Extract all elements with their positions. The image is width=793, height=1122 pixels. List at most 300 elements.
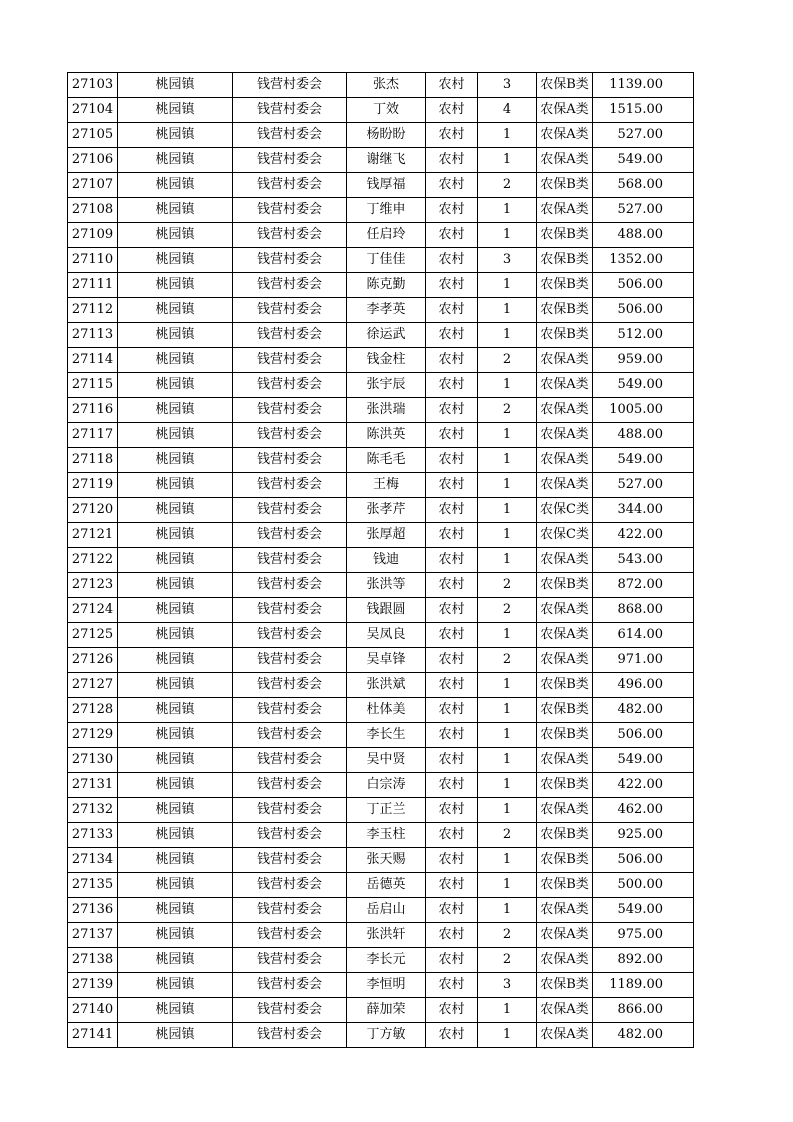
amount-cell: 527.00 [593, 123, 694, 148]
town-cell: 桃园镇 [118, 298, 233, 323]
household-count-cell: 1 [478, 723, 537, 748]
category-cell: 农保B类 [537, 873, 593, 898]
village-cell: 钱营村委会 [233, 148, 347, 173]
household-count-cell: 2 [478, 398, 537, 423]
household-count-cell: 2 [478, 173, 537, 198]
row-id-cell: 27141 [68, 1023, 118, 1048]
area-type-cell: 农村 [426, 423, 478, 448]
amount-cell: 482.00 [593, 698, 694, 723]
household-count-cell: 1 [478, 798, 537, 823]
household-count-cell: 1 [478, 123, 537, 148]
household-count-cell: 1 [478, 198, 537, 223]
table-row [68, 198, 694, 223]
area-type-cell: 农村 [426, 348, 478, 373]
name-cell: 吴中贤 [347, 748, 426, 773]
table-row [68, 848, 694, 873]
name-cell: 吴卓锋 [347, 648, 426, 673]
row-id-cell: 27117 [68, 423, 118, 448]
area-type-cell: 农村 [426, 698, 478, 723]
category-cell: 农保B类 [537, 573, 593, 598]
table-row [68, 473, 694, 498]
village-cell: 钱营村委会 [233, 373, 347, 398]
name-cell: 丁佳佳 [347, 248, 426, 273]
row-id-cell: 27126 [68, 648, 118, 673]
row-id-cell: 27107 [68, 173, 118, 198]
category-cell: 农保B类 [537, 848, 593, 873]
household-count-cell: 3 [478, 248, 537, 273]
area-type-cell: 农村 [426, 923, 478, 948]
table-row [68, 398, 694, 423]
area-type-cell: 农村 [426, 748, 478, 773]
row-id-cell: 27109 [68, 223, 118, 248]
household-count-cell: 1 [478, 1023, 537, 1048]
category-cell: 农保A类 [537, 423, 593, 448]
table-row [68, 223, 694, 248]
area-type-cell: 农村 [426, 498, 478, 523]
category-cell: 农保B类 [537, 823, 593, 848]
name-cell: 钱金柱 [347, 348, 426, 373]
name-cell: 陈毛毛 [347, 448, 426, 473]
area-type-cell: 农村 [426, 848, 478, 873]
area-type-cell: 农村 [426, 973, 478, 998]
village-cell: 钱营村委会 [233, 298, 347, 323]
area-type-cell: 农村 [426, 323, 478, 348]
household-count-cell: 2 [478, 823, 537, 848]
household-count-cell: 2 [478, 948, 537, 973]
row-id-cell: 27115 [68, 373, 118, 398]
row-id-cell: 27121 [68, 523, 118, 548]
household-count-cell: 1 [478, 498, 537, 523]
row-id-cell: 27120 [68, 498, 118, 523]
town-cell: 桃园镇 [118, 498, 233, 523]
household-count-cell: 1 [478, 423, 537, 448]
category-cell: 农保B类 [537, 223, 593, 248]
village-cell: 钱营村委会 [233, 623, 347, 648]
amount-cell: 422.00 [593, 523, 694, 548]
category-cell: 农保A类 [537, 948, 593, 973]
row-id-cell: 27122 [68, 548, 118, 573]
area-type-cell: 农村 [426, 1023, 478, 1048]
row-id-cell: 27108 [68, 198, 118, 223]
amount-cell: 872.00 [593, 573, 694, 598]
category-cell: 农保A类 [537, 598, 593, 623]
row-id-cell: 27131 [68, 773, 118, 798]
name-cell: 钱跟圆 [347, 598, 426, 623]
village-cell: 钱营村委会 [233, 773, 347, 798]
table-row [68, 898, 694, 923]
town-cell: 桃园镇 [118, 148, 233, 173]
amount-cell: 462.00 [593, 798, 694, 823]
area-type-cell: 农村 [426, 723, 478, 748]
table-row [68, 598, 694, 623]
row-id-cell: 27137 [68, 923, 118, 948]
town-cell: 桃园镇 [118, 748, 233, 773]
category-cell: 农保A类 [537, 998, 593, 1023]
town-cell: 桃园镇 [118, 323, 233, 348]
town-cell: 桃园镇 [118, 948, 233, 973]
row-id-cell: 27103 [68, 73, 118, 98]
town-cell: 桃园镇 [118, 73, 233, 98]
village-cell: 钱营村委会 [233, 473, 347, 498]
table-row [68, 998, 694, 1023]
category-cell: 农保B类 [537, 273, 593, 298]
row-id-cell: 27138 [68, 948, 118, 973]
name-cell: 陈克勤 [347, 273, 426, 298]
name-cell: 岳启山 [347, 898, 426, 923]
amount-cell: 549.00 [593, 898, 694, 923]
area-type-cell: 农村 [426, 523, 478, 548]
village-cell: 钱营村委会 [233, 848, 347, 873]
town-cell: 桃园镇 [118, 598, 233, 623]
table-row [68, 748, 694, 773]
table-row [68, 248, 694, 273]
name-cell: 陈洪英 [347, 423, 426, 448]
row-id-cell: 27132 [68, 798, 118, 823]
table-row [68, 923, 694, 948]
table-row [68, 448, 694, 473]
name-cell: 白宗涛 [347, 773, 426, 798]
village-cell: 钱营村委会 [233, 173, 347, 198]
village-cell: 钱营村委会 [233, 423, 347, 448]
town-cell: 桃园镇 [118, 848, 233, 873]
table-row [68, 73, 694, 98]
name-cell: 徐运武 [347, 323, 426, 348]
village-cell: 钱营村委会 [233, 898, 347, 923]
area-type-cell: 农村 [426, 573, 478, 598]
amount-cell: 512.00 [593, 323, 694, 348]
household-count-cell: 1 [478, 273, 537, 298]
category-cell: 农保A类 [537, 648, 593, 673]
name-cell: 李孝英 [347, 298, 426, 323]
village-cell: 钱营村委会 [233, 498, 347, 523]
household-count-cell: 1 [478, 148, 537, 173]
category-cell: 农保B类 [537, 773, 593, 798]
row-id-cell: 27125 [68, 623, 118, 648]
town-cell: 桃园镇 [118, 898, 233, 923]
town-cell: 桃园镇 [118, 823, 233, 848]
category-cell: 农保B类 [537, 973, 593, 998]
amount-cell: 543.00 [593, 548, 694, 573]
village-cell: 钱营村委会 [233, 973, 347, 998]
village-cell: 钱营村委会 [233, 198, 347, 223]
household-count-cell: 1 [478, 473, 537, 498]
table-row [68, 523, 694, 548]
household-count-cell: 1 [478, 898, 537, 923]
name-cell: 杨盼盼 [347, 123, 426, 148]
area-type-cell: 农村 [426, 473, 478, 498]
row-id-cell: 27105 [68, 123, 118, 148]
row-id-cell: 27135 [68, 873, 118, 898]
area-type-cell: 农村 [426, 298, 478, 323]
village-cell: 钱营村委会 [233, 323, 347, 348]
village-cell: 钱营村委会 [233, 1023, 347, 1048]
area-type-cell: 农村 [426, 73, 478, 98]
household-count-cell: 1 [478, 548, 537, 573]
amount-cell: 506.00 [593, 298, 694, 323]
name-cell: 张孝芹 [347, 498, 426, 523]
amount-cell: 568.00 [593, 173, 694, 198]
row-id-cell: 27116 [68, 398, 118, 423]
area-type-cell: 农村 [426, 273, 478, 298]
name-cell: 李玉柱 [347, 823, 426, 848]
area-type-cell: 农村 [426, 148, 478, 173]
name-cell: 李长生 [347, 723, 426, 748]
category-cell: 农保B类 [537, 298, 593, 323]
village-cell: 钱营村委会 [233, 998, 347, 1023]
amount-cell: 614.00 [593, 623, 694, 648]
amount-cell: 1352.00 [593, 248, 694, 273]
town-cell: 桃园镇 [118, 173, 233, 198]
town-cell: 桃园镇 [118, 573, 233, 598]
row-id-cell: 27114 [68, 348, 118, 373]
area-type-cell: 农村 [426, 223, 478, 248]
town-cell: 桃园镇 [118, 398, 233, 423]
category-cell: 农保A类 [537, 473, 593, 498]
area-type-cell: 农村 [426, 173, 478, 198]
amount-cell: 482.00 [593, 1023, 694, 1048]
name-cell: 张洪等 [347, 573, 426, 598]
row-id-cell: 27106 [68, 148, 118, 173]
village-cell: 钱营村委会 [233, 723, 347, 748]
town-cell: 桃园镇 [118, 623, 233, 648]
area-type-cell: 农村 [426, 773, 478, 798]
row-id-cell: 27123 [68, 573, 118, 598]
town-cell: 桃园镇 [118, 273, 233, 298]
village-cell: 钱营村委会 [233, 98, 347, 123]
village-cell: 钱营村委会 [233, 398, 347, 423]
table-row [68, 873, 694, 898]
amount-cell: 549.00 [593, 448, 694, 473]
amount-cell: 1189.00 [593, 973, 694, 998]
category-cell: 农保B类 [537, 698, 593, 723]
area-type-cell: 农村 [426, 873, 478, 898]
row-id-cell: 27130 [68, 748, 118, 773]
name-cell: 丁效 [347, 98, 426, 123]
area-type-cell: 农村 [426, 98, 478, 123]
row-id-cell: 27112 [68, 298, 118, 323]
village-cell: 钱营村委会 [233, 123, 347, 148]
amount-cell: 422.00 [593, 773, 694, 798]
row-id-cell: 27139 [68, 973, 118, 998]
row-id-cell: 27134 [68, 848, 118, 873]
household-count-cell: 2 [478, 573, 537, 598]
household-count-cell: 1 [478, 673, 537, 698]
table-row [68, 348, 694, 373]
town-cell: 桃园镇 [118, 873, 233, 898]
table-row [68, 373, 694, 398]
row-id-cell: 27140 [68, 998, 118, 1023]
category-cell: 农保A类 [537, 923, 593, 948]
name-cell: 钱迪 [347, 548, 426, 573]
table-row [68, 773, 694, 798]
area-type-cell: 农村 [426, 998, 478, 1023]
table-row [68, 498, 694, 523]
row-id-cell: 27128 [68, 698, 118, 723]
town-cell: 桃园镇 [118, 198, 233, 223]
category-cell: 农保A类 [537, 398, 593, 423]
amount-cell: 506.00 [593, 848, 694, 873]
name-cell: 张杰 [347, 73, 426, 98]
amount-cell: 971.00 [593, 648, 694, 673]
village-cell: 钱营村委会 [233, 348, 347, 373]
household-count-cell: 1 [478, 448, 537, 473]
amount-cell: 1515.00 [593, 98, 694, 123]
amount-cell: 506.00 [593, 273, 694, 298]
town-cell: 桃园镇 [118, 523, 233, 548]
household-count-cell: 1 [478, 998, 537, 1023]
household-count-cell: 2 [478, 348, 537, 373]
row-id-cell: 27133 [68, 823, 118, 848]
household-count-cell: 1 [478, 298, 537, 323]
village-cell: 钱营村委会 [233, 798, 347, 823]
row-id-cell: 27118 [68, 448, 118, 473]
table-row [68, 823, 694, 848]
table-row [68, 798, 694, 823]
town-cell: 桃园镇 [118, 223, 233, 248]
household-count-cell: 1 [478, 323, 537, 348]
area-type-cell: 农村 [426, 248, 478, 273]
category-cell: 农保A类 [537, 748, 593, 773]
household-count-cell: 2 [478, 598, 537, 623]
area-type-cell: 农村 [426, 648, 478, 673]
amount-cell: 500.00 [593, 873, 694, 898]
table-row [68, 573, 694, 598]
town-cell: 桃园镇 [118, 648, 233, 673]
category-cell: 农保A类 [537, 1023, 593, 1048]
amount-cell: 496.00 [593, 673, 694, 698]
area-type-cell: 农村 [426, 598, 478, 623]
village-cell: 钱营村委会 [233, 823, 347, 848]
village-cell: 钱营村委会 [233, 448, 347, 473]
town-cell: 桃园镇 [118, 98, 233, 123]
name-cell: 任启玲 [347, 223, 426, 248]
village-cell: 钱营村委会 [233, 698, 347, 723]
amount-cell: 488.00 [593, 423, 694, 448]
amount-cell: 344.00 [593, 498, 694, 523]
name-cell: 丁正兰 [347, 798, 426, 823]
name-cell: 杜体美 [347, 698, 426, 723]
household-count-cell: 4 [478, 98, 537, 123]
amount-cell: 1139.00 [593, 73, 694, 98]
area-type-cell: 农村 [426, 398, 478, 423]
household-count-cell: 1 [478, 623, 537, 648]
table-row [68, 98, 694, 123]
town-cell: 桃园镇 [118, 448, 233, 473]
area-type-cell: 农村 [426, 898, 478, 923]
household-count-cell: 3 [478, 973, 537, 998]
name-cell: 薛加荣 [347, 998, 426, 1023]
household-count-cell: 1 [478, 223, 537, 248]
town-cell: 桃园镇 [118, 348, 233, 373]
household-count-cell: 1 [478, 773, 537, 798]
amount-cell: 866.00 [593, 998, 694, 1023]
amount-cell: 975.00 [593, 923, 694, 948]
name-cell: 岳德英 [347, 873, 426, 898]
table-row [68, 273, 694, 298]
category-cell: 农保C类 [537, 523, 593, 548]
household-count-cell: 1 [478, 748, 537, 773]
row-id-cell: 27104 [68, 98, 118, 123]
name-cell: 丁方敏 [347, 1023, 426, 1048]
town-cell: 桃园镇 [118, 723, 233, 748]
household-count-cell: 2 [478, 923, 537, 948]
household-count-cell: 1 [478, 848, 537, 873]
name-cell: 张宇辰 [347, 373, 426, 398]
name-cell: 钱厚福 [347, 173, 426, 198]
category-cell: 农保A类 [537, 898, 593, 923]
category-cell: 农保A类 [537, 373, 593, 398]
amount-cell: 959.00 [593, 348, 694, 373]
amount-cell: 868.00 [593, 598, 694, 623]
table-row [68, 973, 694, 998]
town-cell: 桃园镇 [118, 423, 233, 448]
village-cell: 钱营村委会 [233, 948, 347, 973]
table-row [68, 948, 694, 973]
village-cell: 钱营村委会 [233, 598, 347, 623]
household-count-cell: 1 [478, 373, 537, 398]
area-type-cell: 农村 [426, 548, 478, 573]
table-body [68, 73, 694, 1048]
area-type-cell: 农村 [426, 198, 478, 223]
category-cell: 农保A类 [537, 98, 593, 123]
area-type-cell: 农村 [426, 798, 478, 823]
table-row [68, 698, 694, 723]
name-cell: 丁维申 [347, 198, 426, 223]
row-id-cell: 27111 [68, 273, 118, 298]
town-cell: 桃园镇 [118, 673, 233, 698]
village-cell: 钱营村委会 [233, 648, 347, 673]
category-cell: 农保A类 [537, 448, 593, 473]
amount-cell: 1005.00 [593, 398, 694, 423]
table-row [68, 648, 694, 673]
table-row [68, 548, 694, 573]
category-cell: 农保A类 [537, 148, 593, 173]
table-row [68, 423, 694, 448]
category-cell: 农保C类 [537, 498, 593, 523]
category-cell: 农保B类 [537, 73, 593, 98]
village-cell: 钱营村委会 [233, 873, 347, 898]
town-cell: 桃园镇 [118, 798, 233, 823]
row-id-cell: 27119 [68, 473, 118, 498]
town-cell: 桃园镇 [118, 998, 233, 1023]
table-row [68, 298, 694, 323]
table-row [68, 723, 694, 748]
table-row [68, 323, 694, 348]
category-cell: 农保A类 [537, 548, 593, 573]
town-cell: 桃园镇 [118, 123, 233, 148]
household-count-cell: 1 [478, 523, 537, 548]
category-cell: 农保B类 [537, 173, 593, 198]
name-cell: 李恒明 [347, 973, 426, 998]
category-cell: 农保B类 [537, 723, 593, 748]
village-cell: 钱营村委会 [233, 73, 347, 98]
town-cell: 桃园镇 [118, 923, 233, 948]
town-cell: 桃园镇 [118, 548, 233, 573]
name-cell: 张洪轩 [347, 923, 426, 948]
household-count-cell: 1 [478, 873, 537, 898]
area-type-cell: 农村 [426, 448, 478, 473]
amount-cell: 549.00 [593, 748, 694, 773]
village-cell: 钱营村委会 [233, 573, 347, 598]
row-id-cell: 27136 [68, 898, 118, 923]
row-id-cell: 27110 [68, 248, 118, 273]
amount-cell: 488.00 [593, 223, 694, 248]
amount-cell: 527.00 [593, 473, 694, 498]
village-cell: 钱营村委会 [233, 548, 347, 573]
category-cell: 农保B类 [537, 673, 593, 698]
row-id-cell: 27124 [68, 598, 118, 623]
table-row [68, 123, 694, 148]
